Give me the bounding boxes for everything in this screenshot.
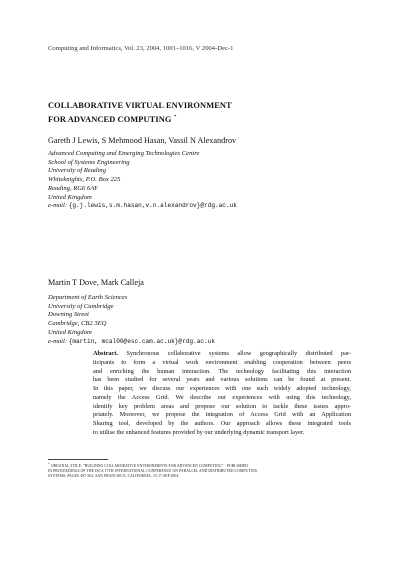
affiliation-line: University of Cambridge [48,302,114,310]
abstract-line: has been studied for several years and various solutions can be found at present. [93,376,351,384]
footnote-mark: * [48,462,50,466]
affiliation-line: Advanced Computing and Emerging Technologies Centre [48,150,200,157]
email-label: e-mail: [48,337,68,345]
abstract-line: priately. Moreover, we propose the integration of Access Grid with an Application [93,411,351,419]
title-line-1: COLLABORATIVE VIRTUAL ENVIRONMENT [48,101,232,110]
abstract-line [93,350,351,359]
abstract-line: and enriching the human interaction. The technology facilitating this interaction [93,367,351,375]
running-head: Computing and Informatics, Vol. 23, 2004, 1001–1016, V 2004-Dec-1 [48,45,234,52]
affiliation-line: Cambridge, CB2 3EQ [48,320,107,328]
affiliation-line: University of Reading [48,167,106,175]
abstract-line: Sharing tool, developed by the authors. Our approach allows these integrated tools [93,420,351,427]
email-line-2 [48,338,368,347]
title-line-2 [48,112,368,125]
email-address-2[interactable]: {martin, mcal00@esc.cam.ac.uk}@rdg.ac.uk [68,337,215,345]
paper-title [48,101,368,125]
abstract-line: to utilise the enhanced features provided by our underlying dynamic transport layer. [93,428,305,436]
abstract-line: identify key problem areas and propose our solution to tackle these issues appro- [93,402,351,410]
abstract [93,350,351,438]
affiliation-block-2 [48,294,368,346]
abstract-line-text: Synchronous collaborative systems allow geographically distributed par- [126,350,351,357]
footnote-rule [48,459,108,460]
affiliation-line: Whiteknights, P.O. Box 225 [48,176,121,184]
abstract-line: In this paper, we discuss our experiences with one such widely adopted technology, [93,385,351,392]
affiliation-line: United Kingdom [48,328,92,336]
email-address-1[interactable]: {g.j.lewis,s.m.hasan,v.n.alexandrov}@rdg.ac.uk [68,202,237,210]
abstract-label: Abstract. [93,350,119,357]
title-footnote-mark: * [173,113,177,120]
footnote-line-text: ORIGINAL TITLE: "BUILDING COLLABORATIVE ENVIRONMENTS FOR ADVANCED COMPUTING" · PUBLISHED [50,464,248,469]
abstract-line: ticipants to form a virtual work environment enabling cooperation between peers [93,358,351,366]
footnote-line: IN PROCEEDINGS OF THE ISCA 17TH INTERNATIONAL CONFERENCE ON PARALLEL AND DISTRIBUTED COMPUTING [48,469,258,474]
affiliation-line: United Kingdom [48,193,92,201]
affiliation-line: Downing Street [48,311,89,319]
email-label: e-mail: [48,202,68,210]
affiliation-line: School of Systems Engineering [48,158,130,166]
author-names-1: Gareth J Lewis, S Mehmood Hasan, Vassil N Alexandrov [48,136,237,145]
abstract-line: namely the Access Grid. We describe our experiences with using this technology, [93,393,351,401]
affiliation-block-1 [48,150,368,211]
title-line-2-text: FOR ADVANCED COMPUTING [48,114,172,124]
footnote [48,462,352,479]
footnote-line [48,462,352,469]
affiliation-line: Reading, RG6 6AY [48,184,98,192]
affiliation-line: Department of Earth Sciences [48,294,128,301]
author-names-2: Martin T Dove, Mark Calleja [48,278,144,287]
footnote-line: SYSTEMS, PAGES 497-502, SAN FRANCISCO, CALIFORNIA, 15-17 SEP 2004 [48,473,179,478]
email-line-1 [48,202,368,211]
